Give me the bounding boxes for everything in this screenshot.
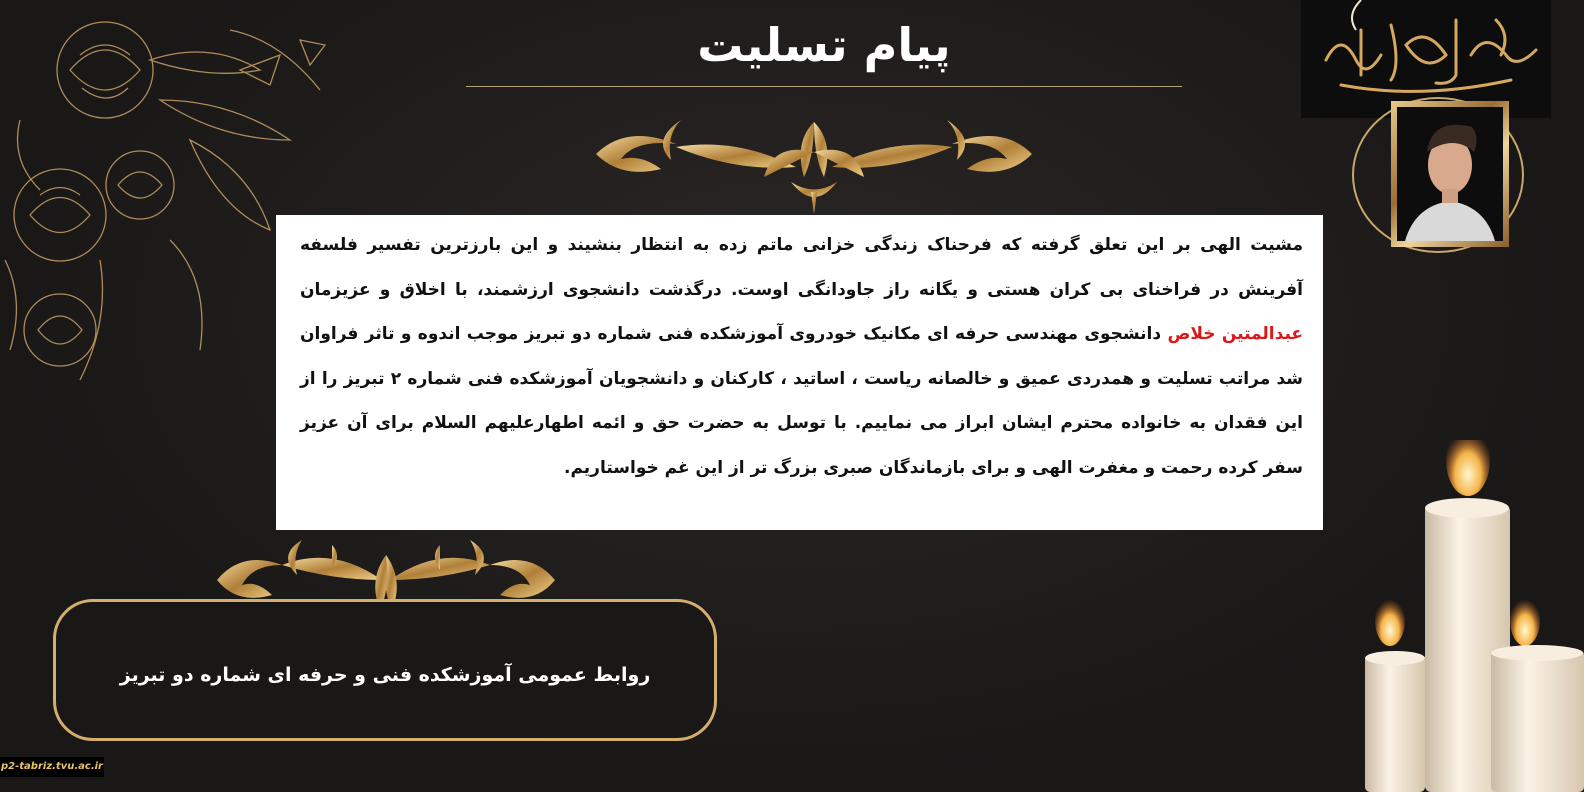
candles-illustration [1355, 440, 1584, 792]
footer-signature: روابط عمومی آموزشکده فنی و حرفه ای شماره دو تبریز [119, 664, 651, 686]
message-text-part2: دانشجوی مهندسی حرفه ای مکانیک خودروی آموزشکده فنی شماره دو تبریز موجب اندوه و تاثر فراوان شد مراتب تسلیت و همدردی عمیق و خالصانه ریاست ، اساتید ، کارکنان و دانشجویان آموزشکده فنی شماره ۲ تبریز را از این فقدان به خانواده محترم ایشان ابراز می نماییم. با توسل به حضرت حق و ائمه اطهارعلیهم السلام برای آن عزیز سفر کرده رحمت و مغفرت الهی و برای بازماندگان صبری بزرگ تر از این غم خواستاریم. [300, 324, 1303, 478]
condolence-message [300, 223, 1303, 490]
message-text-part1: مشیت الهی بر این تعلق گرفته که فرحناک زندگی خزانی ماتم زده به انتظار بنشیند و این بارزترین تفسیر فلسفه آفرینش در فراخنای بی کران هستی و یگانه راز جاودانگی اوست. درگذشت دانشجوی ارزشمند، با اخلاق و عزیزمان [300, 235, 1303, 300]
gold-flourish-top [586, 112, 1042, 218]
deceased-name: عبدالمتین خلاص [1167, 324, 1303, 344]
message-panel [276, 215, 1323, 530]
portrait-photo [1397, 107, 1503, 241]
title-divider [466, 86, 1182, 87]
person-silhouette [1397, 107, 1503, 241]
portrait-frame [1391, 101, 1509, 247]
flame-icon [1446, 440, 1490, 496]
footer-box [53, 599, 717, 741]
website-url: p2-tabriz.tvu.ac.ir [0, 757, 104, 777]
page-title: پیام تسلیت [697, 18, 951, 72]
